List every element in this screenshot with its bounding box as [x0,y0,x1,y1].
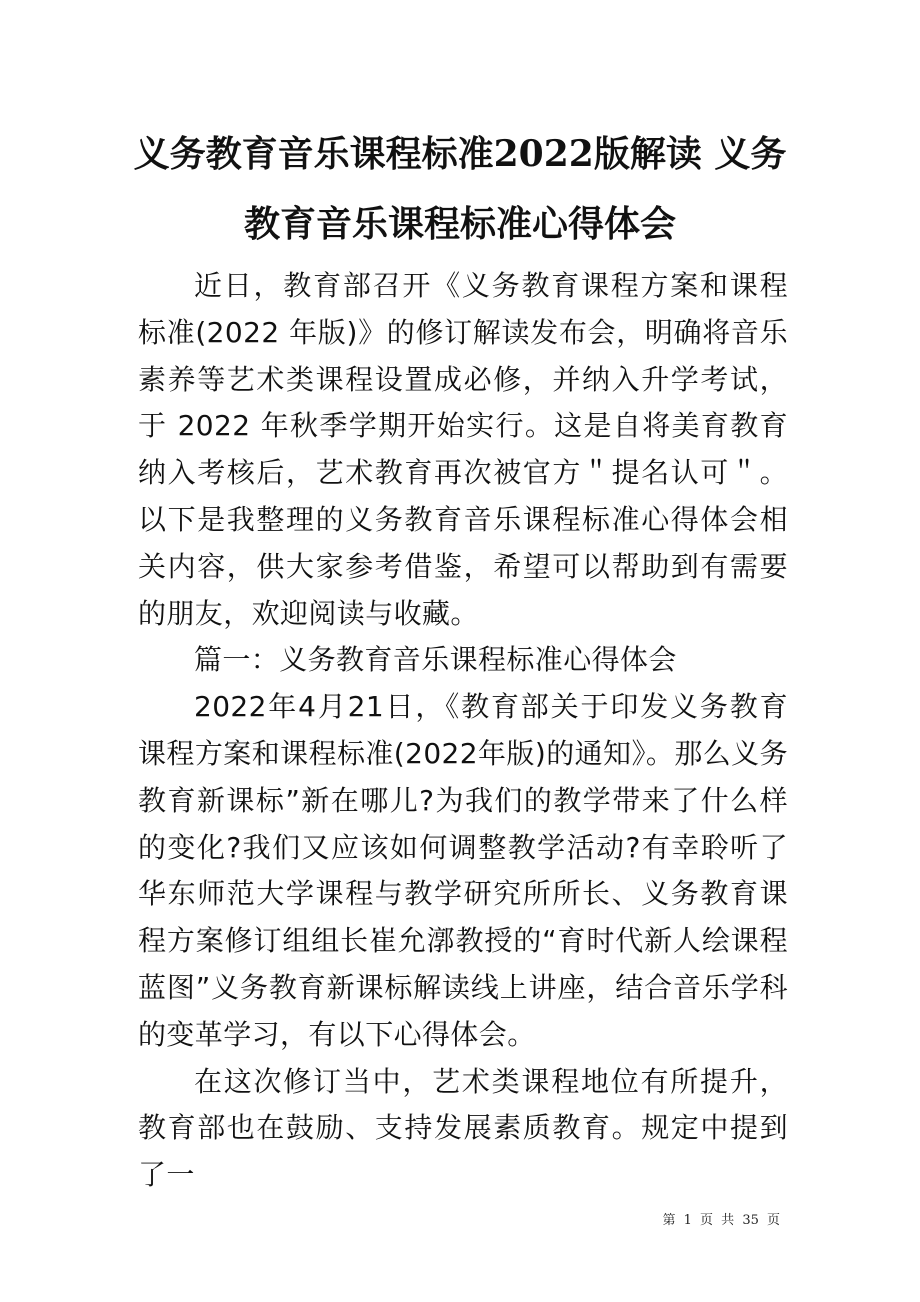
body-paragraph: 在这次修订当中，艺术类课程地位有所提升，教育部也在鼓励、支持发展素质教育。规定中提到了一 [138,1064,788,1192]
body-paragraph: 2022年4月21日，《教育部关于印发义务教育课程方案和课程标准(2022年版)的通知》。那么义务教育新课标”新在哪儿?为我们的教学带来了什么样的变化?我们又应该如何调整教学活动?有幸聆听了华东师范大学课程与教学研究所所长、义务教育课程方案修订组组长崔允漷教授的“育时代新人绘课程蓝图”义务教育新课标解读线上讲座，结合音乐学科的变革学习，有以下心得体会。 [138,690,788,1051]
document-body [138,263,788,1199]
document-title-line-2: 教育音乐课程标准心得体会 [243,203,676,245]
document-title-line-1: 义务教育音乐课程标准2022版解读 义务 [133,133,787,175]
page-number-footer: 第 1 页 共 35 页 [662,1213,780,1228]
intro-paragraph: 近日，教育部召开《义务教育课程方案和课程标准(2022 年版)》的修订解读发布会，明确将音乐素养等艺术类课程设置成必修，并纳入升学考试，于 2022 年秋季学期开始实行。这是自将美育教育纳入考核后，艺术教育再次被官方＂提名认可＂。以下是我整理的义务教育音乐课程标准心得体会相关内容，供大家参考借鉴，希望可以帮助到有需要的朋友，欢迎阅读与收藏。 [138,269,788,630]
section-heading: 篇一：义务教育音乐课程标准心得体会 [194,643,677,677]
